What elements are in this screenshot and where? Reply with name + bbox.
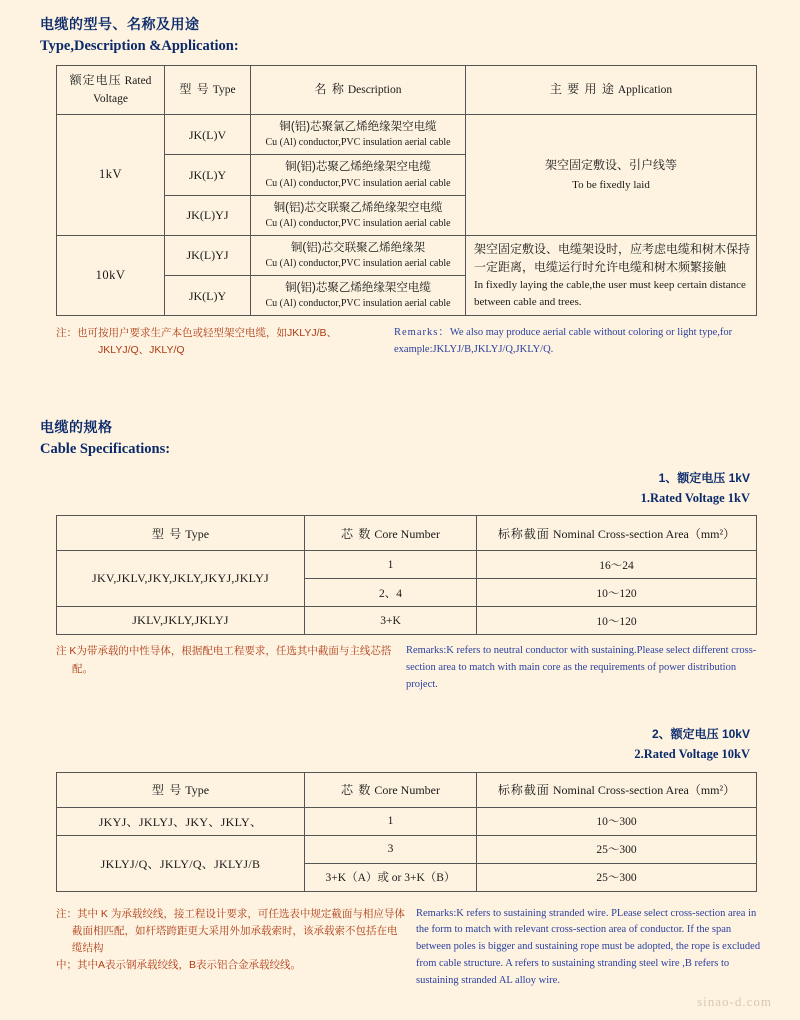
cell-type: JK(L)V [165,115,251,155]
header-area-en: Nominal Cross-section Area（mm²） [552,783,736,798]
cell-description [251,155,466,195]
header-rated-voltage-cn: 额定电压 [69,73,122,88]
section1-note-en-text: We also may produce aerial cable without coloring or light type,for example:JKLYJ/B,JKLYJ/Q,JKLY/Q. [394,327,733,356]
header-type-cn: 型 号 [151,783,183,798]
cell-description-cn: 铜(铝)芯聚氯乙烯绝缘架空电缆 [279,121,437,133]
cell-core: 1 [305,807,477,835]
cell-area: 16～24 [477,551,757,579]
cell-application-cn: 架空固定敷设、电缆架设时，应考虑电缆和树木保持一定距离，电缆运行时允许电缆和树木频繁接触 [474,241,751,275]
header-cross-section [477,516,757,551]
cell-core: 3+K [305,607,477,635]
header-type [57,772,305,807]
header-description-cn: 名 称 [314,82,345,97]
cell-application-1kv [466,115,757,236]
cell-type: JK(L)YJ [165,235,251,275]
header-core-en: Core Number [374,526,440,541]
header-type [57,516,305,551]
header-core-number [305,772,477,807]
section-type-description [40,14,760,359]
cell-description [251,235,466,275]
section1-heading-en: Type,Description &Application: [40,38,239,54]
cell-description [251,115,466,155]
cell-core: 1 [305,551,477,579]
cell-description [251,195,466,235]
table-header-row [57,772,757,807]
type-description-table [56,65,757,316]
cell-description-cn: 铜(铝)芯交联聚乙烯绝缘架空电缆 [273,201,443,214]
cell-description-en: Cu (Al) conductor,PVC insulation aerial cable [265,137,451,149]
spec-1kv-note [56,643,762,693]
cell-core: 2、4 [305,579,477,607]
spec-10kv-note-en: Remarks:K refers to sustaining stranded wire. PLease select cross-section area in the form to match with relevant cross-section area of conductor. If the span between poles is bigger and sustaining rope must be adopted, the rope is excluded from cable structure. A refers to sustaining stranding steel wire ,B refers to sustaining stranded AL alloy wire. [416,907,761,986]
cell-type: JKLV,JKLY,JKLYJ [57,607,305,635]
cell-description-en: Cu (Al) conductor,PVC insulation aerial cable [265,177,451,189]
header-core-cn: 芯 数 [341,783,372,798]
header-area-cn: 标称截面 [497,526,550,541]
header-rated-voltage [57,66,165,115]
cell-area: 10～120 [477,579,757,607]
table-row [57,807,757,835]
cell-type: JK(L)Y [165,155,251,195]
header-type-en: Type [185,526,210,541]
table-row [57,607,757,635]
cell-core: 3+K（A）或 or 3+K（B） [305,863,477,891]
table-header-row [57,66,757,115]
subtitle-10kv-en: 2.Rated Voltage 10kV [634,747,750,762]
header-application [466,66,757,115]
header-type-en: Type [212,84,236,97]
header-core-cn: 芯 数 [341,526,372,541]
section1-heading-cn: 电缆的型号、名称及用途 [40,16,200,32]
cell-description-cn: 铜(铝)芯交联聚乙烯绝缘架 [290,241,426,254]
cell-core: 3 [305,835,477,863]
spec-10kv-note-cn-line2: 中；其中A表示钢承载绞线，B表示铝合金承载绞线。 [56,959,302,972]
section1-note-en-label: Remarks： [394,327,450,339]
cell-description-en: Cu (Al) conductor,PVC insulation aerial cable [265,298,451,310]
cell-application-en: To be fixedly laid [572,179,650,192]
table-row [57,835,757,863]
cell-voltage-1kv: 1kV [57,115,165,236]
cell-area: 25～300 [477,863,757,891]
header-type-cn: 型 号 [151,526,183,541]
watermark: sinao-d.com [697,994,772,1009]
section2-heading-cn: 电缆的规格 [40,418,113,435]
cell-description-en: Cu (Al) conductor,PVC insulation aerial cable [265,217,451,229]
header-application-cn: 主 要 用 途 [549,82,615,97]
cell-area: 10～300 [477,807,757,835]
spec-1kv-note-cn: 注 K为带承载的中性导体，根据配电工程要求，任选其中截面与主线芯搭配。 [56,645,392,675]
spec-10kv-note-cn [56,906,406,990]
header-type-cn: 型 号 [179,82,210,97]
header-area-en: Nominal Cross-section Area（mm²） [552,526,736,541]
cell-type: JKYJ、JKLYJ、JKY、JKLY、 [57,807,305,835]
spec-table-1kv [56,515,757,635]
cell-type: JK(L)YJ [165,195,251,235]
table-row [57,235,757,275]
cell-type: JK(L)Y [165,276,251,316]
cell-description-cn: 铜(铝)芯聚乙烯绝缘架空电缆 [285,282,431,294]
section-cable-specifications [40,417,760,990]
cell-application-cn: 架空固定敷设、引户线等 [544,157,677,172]
header-description-en: Description [347,84,402,97]
cell-type: JKLYJ/Q、JKLY/Q、JKLYJ/B [57,835,305,891]
subtitle-10kv-cn: 2、额定电压 10kV [651,726,750,741]
cell-description [251,276,466,316]
table-header-row [57,516,757,551]
cell-type: JKV,JKLV,JKY,JKLY,JKYJ,JKLYJ [57,551,305,607]
subtitle-10kv [40,724,750,766]
header-type-en: Type [185,783,210,798]
header-description [251,66,466,115]
subtitle-1kv-en: 1.Rated Voltage 1kV [640,491,750,506]
cell-area: 10～120 [477,607,757,635]
section2-heading-en: Cable Specifications: [40,440,171,457]
table-row [57,551,757,579]
cell-area: 25～300 [477,835,757,863]
cell-description-en: Cu (Al) conductor,PVC insulation aerial cable [265,258,451,269]
table-row [57,115,757,155]
header-type [165,66,251,115]
subtitle-1kv-cn: 1、额定电压 1kV [658,470,750,485]
cell-voltage-10kv: 10kV [57,235,165,316]
section1-note-cn: 注：也可按用户要求生产本色或轻型架空电缆，如JKLYJ/B、JKLYJ/Q、JKLY/Q [56,327,337,357]
spec-table-10kv [56,772,757,892]
cell-application-10kv [466,235,757,316]
section1-note [56,325,762,359]
spec-10kv-note-cn-line1: 注：其中 K 为承载绞线，接工程设计要求，可任选表中规定截面与相应导体截面相匹配，如杆塔跨距更大采用外加承载索时，该承载索不包括在电缆结构 [56,907,405,955]
header-area-cn: 标称截面 [497,783,550,798]
cell-description-cn: 铜(铝)芯聚乙烯绝缘架空电缆 [285,161,431,174]
spec-1kv-note-en: Remarks:K refers to neutral conductor with sustaining.Please select different cross-section area to match with main core as the requirements of power distribution project. [406,645,757,691]
header-rated-voltage-en: Rated Voltage [93,75,152,105]
cell-application-en: In fixedly laying the cable,the user must keep certain distance between cable and trees. [474,279,746,309]
spec-10kv-note [56,906,762,990]
header-cross-section [477,772,757,807]
subtitle-1kv [40,468,750,510]
header-core-en: Core Number [374,783,440,798]
section1-note-en [386,325,762,359]
header-application-en: Application [617,84,673,97]
header-core-number [305,516,477,551]
